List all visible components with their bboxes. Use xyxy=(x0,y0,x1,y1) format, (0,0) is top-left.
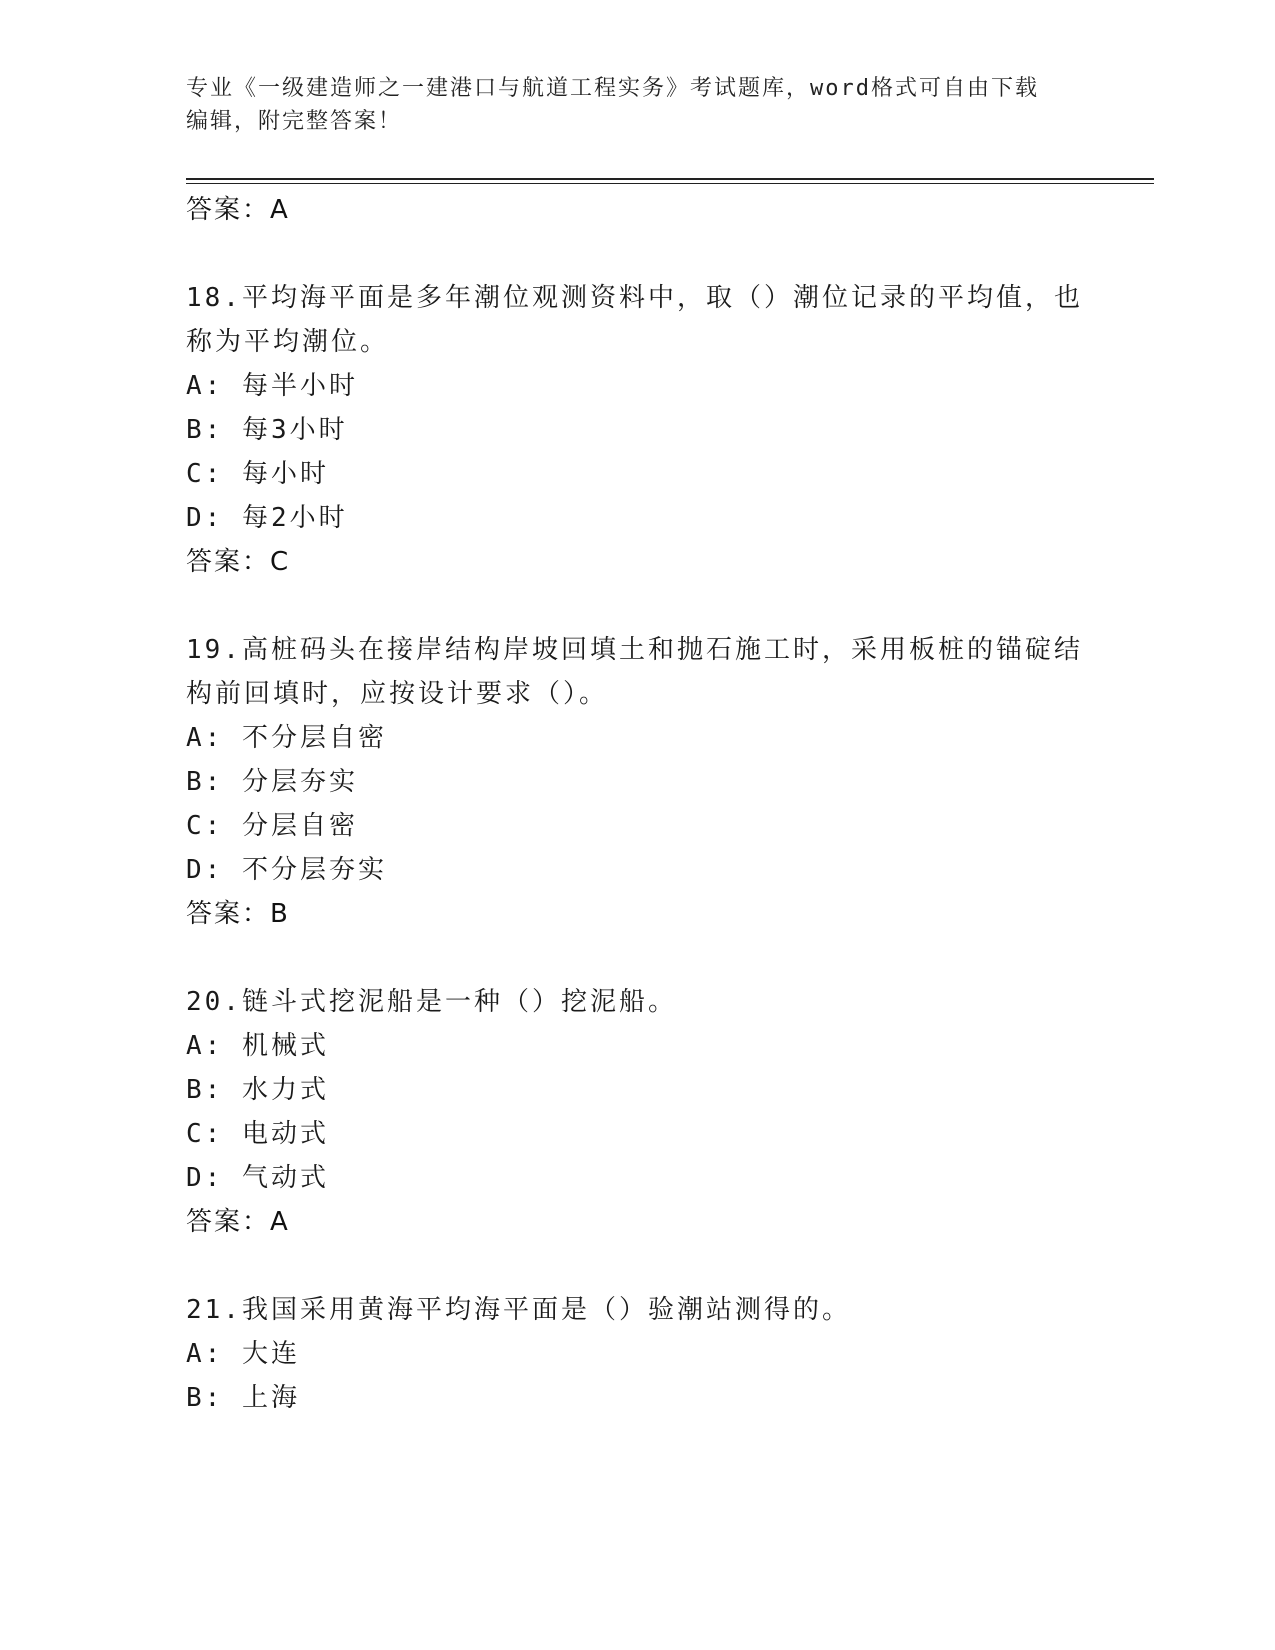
q19-stem-line-2: 构前回填时，应按设计要求（）。 xyxy=(186,679,609,709)
q18-stem-line-1: 18.平均海平面是多年潮位观测资料中，取（）潮位记录的平均值，也 xyxy=(186,283,1083,313)
q18-option-a: A: 每半小时 xyxy=(186,371,358,401)
q18-stem-line-2: 称为平均潮位。 xyxy=(186,327,390,357)
previous-answer: 答案：A xyxy=(186,195,290,225)
q19-option-c: C: 分层自密 xyxy=(186,811,358,841)
q20-option-b: B: 水力式 xyxy=(186,1075,329,1105)
q18-option-b: B: 每3小时 xyxy=(186,415,348,445)
q20-answer: 答案：A xyxy=(186,1207,290,1237)
q21-stem-line-1: 21.我国采用黄海平均海平面是（）验潮站测得的。 xyxy=(186,1295,851,1325)
q19-option-b: B: 分层夯实 xyxy=(186,767,358,797)
q20-stem-line-1: 20.链斗式挖泥船是一种（）挖泥船。 xyxy=(186,987,677,1017)
q19-stem-line-1: 19.高桩码头在接岸结构岸坡回填土和抛石施工时，采用板桩的锚碇结 xyxy=(186,635,1083,665)
q19-option-d: D: 不分层夯实 xyxy=(186,855,387,885)
q19-option-a: A: 不分层自密 xyxy=(186,723,387,753)
header-rule-thin xyxy=(186,183,1154,184)
q21-option-b: B: 上海 xyxy=(186,1383,300,1413)
page-header xyxy=(186,72,1066,138)
q18-option-d: D: 每2小时 xyxy=(186,503,348,533)
header-rule-thick xyxy=(186,178,1154,180)
q20-option-d: D: 气动式 xyxy=(186,1163,329,1193)
q20-option-a: A: 机械式 xyxy=(186,1031,329,1061)
q21-option-a: A: 大连 xyxy=(186,1339,300,1369)
header-line-1: 专业《一级建造师之一建港口与航道工程实务》考试题库，word格式可自由下载 xyxy=(186,76,1039,101)
q19-answer: 答案：B xyxy=(186,899,290,929)
q20-option-c: C: 电动式 xyxy=(186,1119,329,1149)
q18-answer: 答案：C xyxy=(186,547,291,577)
q18-option-c: C: 每小时 xyxy=(186,459,329,489)
header-line-2: 编辑，附完整答案！ xyxy=(186,109,403,134)
